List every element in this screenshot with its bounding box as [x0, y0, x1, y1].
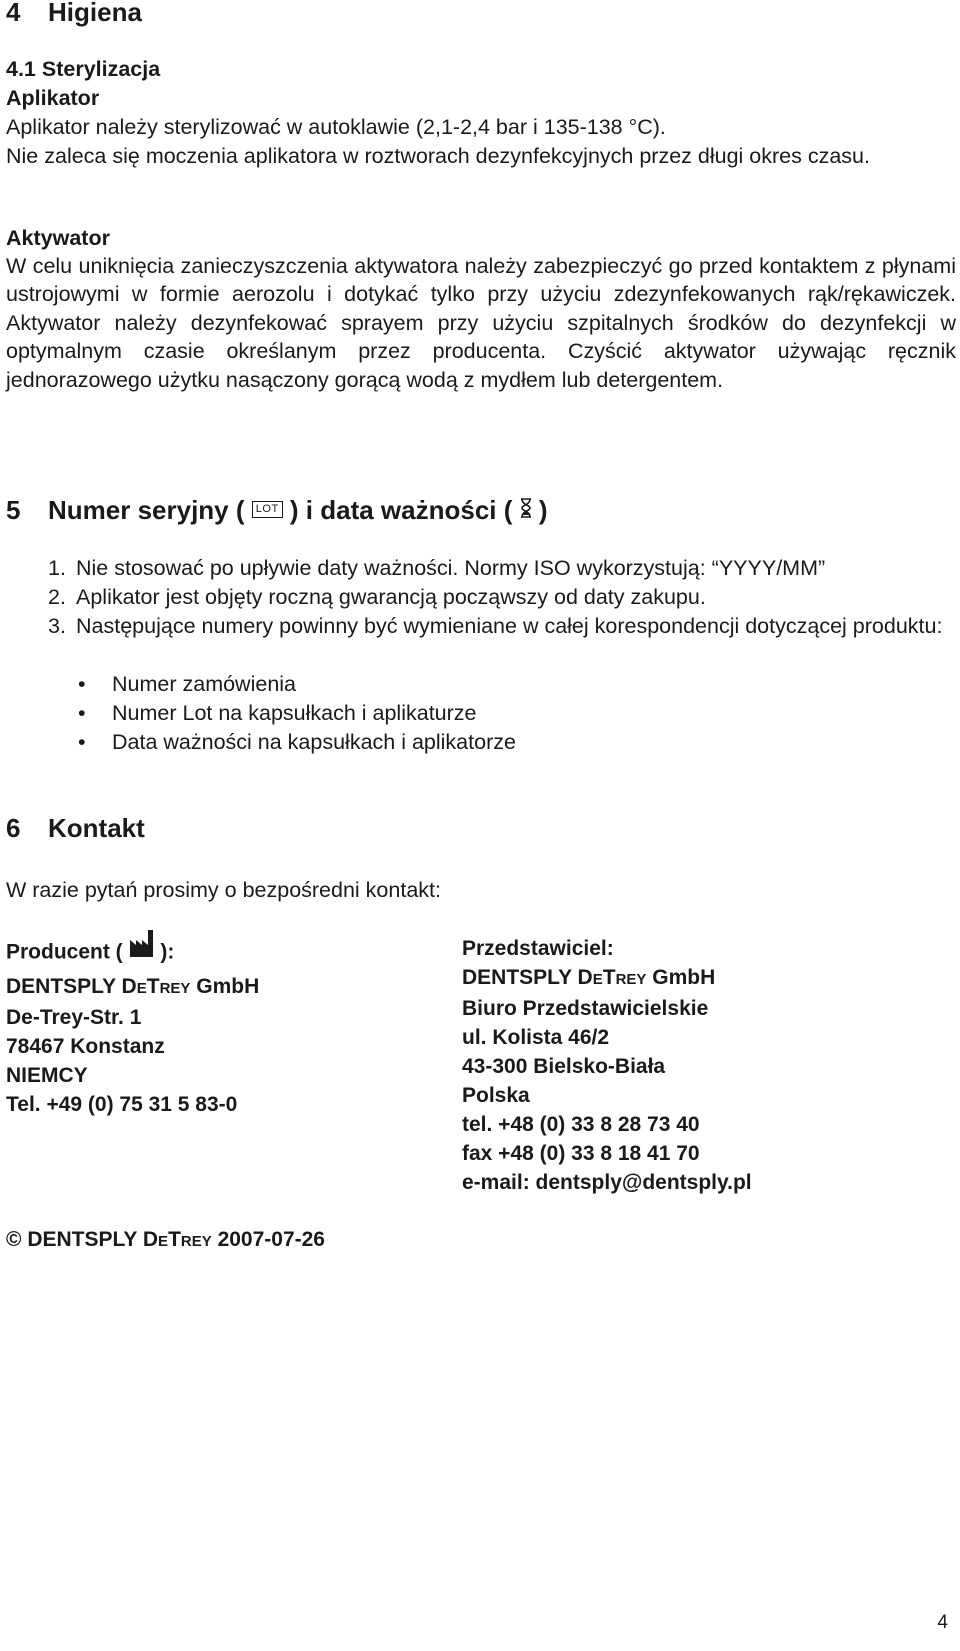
copyright-date: 2007-07-26	[211, 1228, 325, 1251]
representative-line: ul. Kolista 46/2	[462, 1026, 610, 1049]
aplikator-paragraph-2: Nie zaleca się moczenia aplikatora w roztworach dezynfekcyjnych przez długi okres czasu.	[6, 144, 870, 168]
copyright-part: D	[142, 1228, 159, 1251]
section-5-heading	[6, 495, 548, 528]
company-name-part: E	[136, 980, 147, 997]
producer-address-line: 78467 Konstanz	[6, 1035, 165, 1058]
section-title: Higiena	[48, 0, 142, 27]
representative-line: Biuro Przedstawicielskie	[462, 997, 709, 1020]
list-item-number: 3.	[48, 614, 66, 638]
subsection-title: Sterylizacja	[41, 57, 161, 81]
subsection-number: 4.1	[6, 57, 36, 81]
company-name-part: T	[602, 966, 616, 989]
representative-fax: fax +48 (0) 33 8 18 41 70	[462, 1142, 700, 1165]
list-item	[48, 612, 958, 641]
producer-label-part2: ):	[160, 940, 175, 964]
producer-company	[6, 972, 259, 1003]
aplikator-paragraph-1: Aplikator należy sterylizować w autoklawie (2,1-2,4 bar i 135-138 °C).	[6, 115, 666, 139]
lot-symbol: LOT	[252, 501, 283, 518]
aplikator-heading: Aplikator	[6, 86, 100, 110]
section-4-heading	[6, 0, 142, 28]
representative-email: e-mail: dentsply@dentsply.pl	[462, 1171, 752, 1194]
factory-icon	[129, 928, 155, 966]
contact-intro: W razie pytań prosimy o bezpośredni kontakt:	[6, 878, 441, 902]
section-number: 4	[6, 0, 21, 27]
section-title-part2: ) i data ważności (	[289, 495, 513, 525]
list-item-number: 2.	[48, 585, 66, 609]
company-name-part: DENTSPLY	[462, 966, 578, 989]
producer-label-part1: Producent (	[6, 940, 123, 964]
hourglass-icon	[520, 494, 532, 525]
producer-address-line: NIEMCY	[6, 1064, 88, 1087]
copyright-part: T	[168, 1228, 181, 1251]
company-name-part: E	[592, 971, 603, 988]
list-item-number: 1.	[48, 556, 66, 580]
representative-line: 43-300 Bielsko-Biała	[462, 1055, 666, 1078]
producer-phone: Tel. +49 (0) 75 31 5 83-0	[6, 1093, 238, 1116]
copyright-part: E	[158, 1233, 169, 1250]
section-number: 5	[6, 495, 21, 525]
list-item-text: Nie stosować po upływie daty ważności. Normy ISO wykorzystują: “YYYY/MM”	[76, 556, 826, 580]
bullet-item	[78, 670, 516, 699]
bullet-item	[78, 699, 516, 728]
copyright-part: DENTSPLY	[21, 1228, 143, 1251]
section-number: 6	[6, 813, 21, 843]
bullet-text: Data ważności na kapsułkach i aplikatorze	[112, 730, 516, 754]
copyright-part: REY	[180, 1233, 212, 1250]
representative-label: Przedstawiciel:	[462, 937, 614, 960]
bullet-text: Numer Lot na kapsułkach i aplikaturze	[112, 701, 477, 725]
list-item-text: Aplikator jest objęty roczną gwarancją począwszy od daty zakupu.	[76, 585, 706, 609]
representative-block	[462, 934, 752, 1197]
page-number: 4	[937, 1612, 948, 1633]
list-item-text: Następujące numery powinny być wymieniane w całej korespondencji dotyczącej produktu:	[76, 614, 943, 638]
company-name-part: REY	[615, 971, 647, 988]
company-name-part: GmbH	[646, 966, 716, 989]
bullet-icon: •	[78, 701, 86, 725]
producer-label	[6, 934, 259, 972]
bullet-icon: •	[78, 672, 86, 696]
subsection-4-1-heading	[6, 55, 956, 84]
copyright-line	[6, 1228, 325, 1252]
company-name-part: GmbH	[190, 975, 260, 998]
company-name-part: D	[577, 966, 593, 989]
section-title: Kontakt	[48, 813, 145, 843]
section-5-bullet-list	[78, 670, 516, 757]
section-title-part3: )	[538, 495, 548, 525]
producer-block	[6, 934, 259, 1119]
list-item	[48, 583, 958, 612]
company-name-part: D	[121, 975, 137, 998]
list-item	[48, 554, 958, 583]
bullet-item	[78, 728, 516, 757]
representative-phone: tel. +48 (0) 33 8 28 73 40	[462, 1113, 700, 1136]
representative-line: Polska	[462, 1084, 530, 1107]
aktywator-heading: Aktywator	[6, 226, 110, 250]
section-title-part1: Numer seryjny (	[48, 495, 245, 525]
section-5-numbered-list	[48, 554, 958, 641]
section-6-heading	[6, 813, 145, 844]
company-name-part: DENTSPLY	[6, 975, 122, 998]
company-name-part: T	[146, 975, 160, 998]
company-name-part: REY	[159, 980, 191, 997]
bullet-text: Numer zamówienia	[112, 672, 297, 696]
bullet-icon: •	[78, 730, 86, 754]
representative-company	[462, 963, 752, 994]
aktywator-paragraph: W celu uniknięcia zanieczyszczenia aktywatora należy zabezpieczyć go przed kontaktem z płynami ustrojowymi w formie aerozolu i dotykać tylko przy użyciu zdezynfekowanych rąk/rękawiczek. Aktywator należy dezynfekować sprayem przy użyciu szpitalnych środków do dezynfekcji w optymalnym czasie określanym przez producenta. Czyścić aktywator używając ręcznik jednorazowego użytku nasączony gorącą wodą z mydłem lub detergentem.	[6, 254, 956, 392]
copyright-icon: ©	[6, 1228, 22, 1251]
producer-address-line: De-Trey-Str. 1	[6, 1006, 142, 1029]
